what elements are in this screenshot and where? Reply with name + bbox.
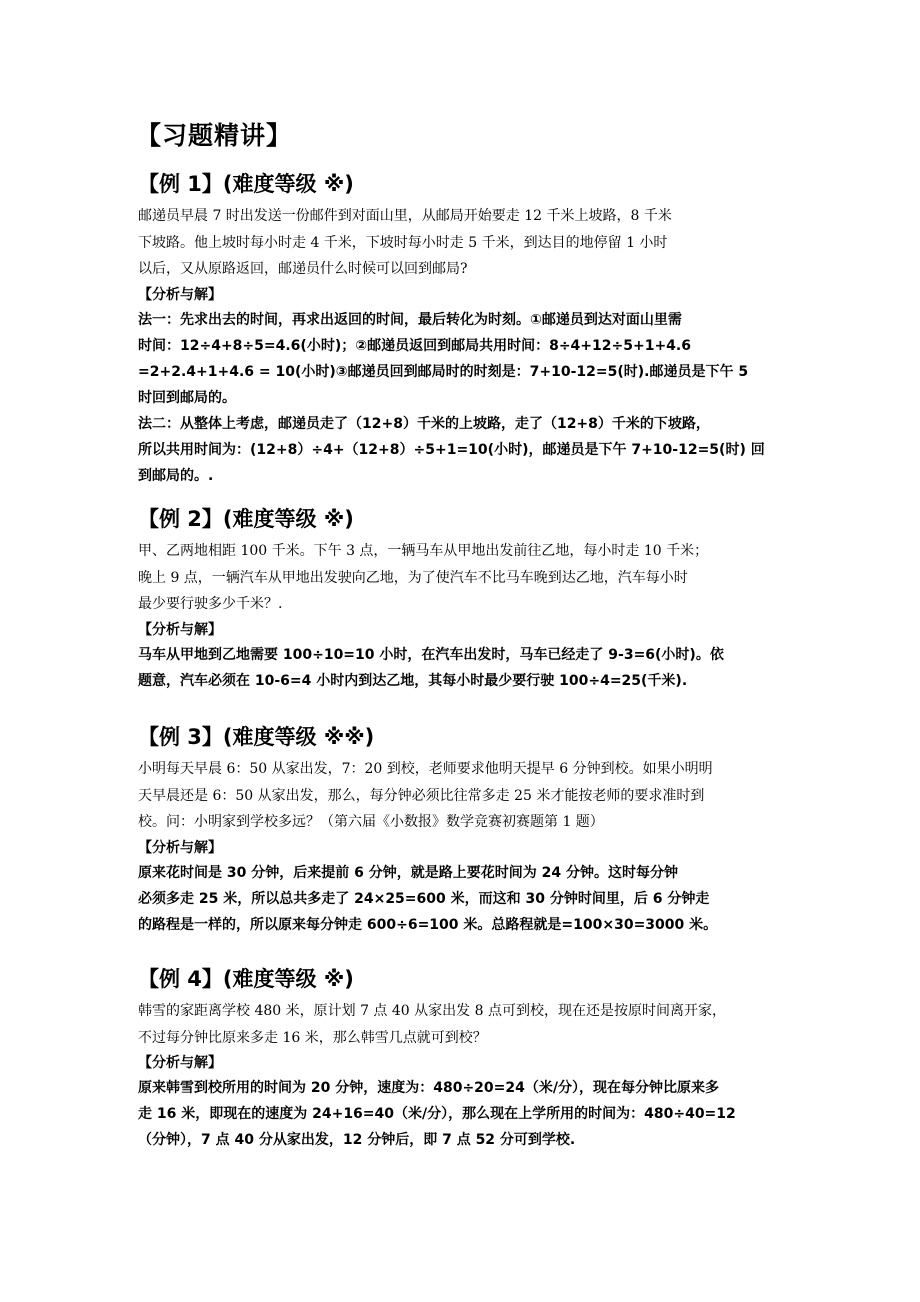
example-3	[138, 718, 788, 938]
example-solution	[138, 860, 788, 938]
example-4	[138, 960, 788, 1153]
example-1	[138, 165, 788, 489]
solution-line: 原来花时间是 30 分钟，后来提前 6 分钟，就是路上要花时间为 24 分钟。这时每分钟	[138, 864, 678, 881]
example-solution	[138, 642, 788, 694]
example-heading: 【例 3】(难度等级 ※※)	[138, 725, 375, 749]
problem-line: 最少要行驶多少千米？.	[138, 596, 283, 612]
analysis-label: 【分析与解】	[138, 286, 222, 303]
solution-line: 所以共用时间为：(12+8）÷4+（12+8）÷5+1=10(小时)，邮递员是下午 7+10-12=5(时) 回	[138, 441, 765, 458]
section-title: 【习题精讲】	[136, 121, 293, 150]
example-problem	[138, 538, 788, 618]
problem-line: 以后，又从原路返回，邮递员什么时候可以回到邮局?	[138, 261, 468, 277]
example-problem	[138, 203, 788, 283]
example-heading: 【例 4】(难度等级 ※)	[138, 967, 354, 991]
solution-line: 马车从甲地到乙地需要 100÷10=10 小时，在汽车出发时，马车已经走了 9-3=6(小时)。依	[138, 646, 724, 663]
example-solution	[138, 307, 788, 489]
example-problem	[138, 998, 788, 1051]
solution-line: 时回到邮局的。	[138, 389, 236, 406]
solution-line: 原来韩雪到校所用的时间为 20 分钟，速度为：480÷20=24（米/分），现在每分钟比原来多	[138, 1080, 719, 1096]
problem-line: 晚上 9 点，一辆汽车从甲地出发驶向乙地，为了使汽车不比马车晚到达乙地，汽车每小时	[138, 569, 688, 586]
analysis-label: 【分析与解】	[138, 839, 222, 856]
example-heading: 【例 2】(难度等级 ※)	[138, 507, 354, 531]
solution-line: 到邮局的。.	[138, 467, 214, 484]
solution-line: 法一：先求出去的时间，再求出返回的时间，最后转化为时刻。①邮递员到达对面山里需	[138, 311, 682, 328]
analysis-label: 【分析与解】	[138, 1055, 222, 1071]
problem-line: 邮递员早晨 7 时出发送一份邮件到对面山里，从邮局开始要走 12 千米上坡路，8 千米	[138, 208, 672, 224]
solution-line: 法二：从整体上考虑，邮递员走了（12+8）千米的上坡路，走了（12+8）千米的下坡路，	[138, 415, 710, 432]
problem-line: 下坡路。他上坡时每小时走 4 千米，下坡时每小时走 5 千米，到达目的地停留 1 小时	[138, 234, 668, 251]
analysis-label: 【分析与解】	[138, 621, 222, 638]
problem-line: 小明每天早晨 6：50 从家出发，7：20 到校，老师要求他明天提早 6 分钟到校。如果小明明	[138, 761, 713, 777]
solution-line: 时间：12÷4+8÷5=4.6(小时)；②邮递员返回到邮局共用时间：8÷4+12÷5+1+4.6	[138, 337, 691, 354]
example-heading: 【例 1】(难度等级 ※)	[138, 172, 354, 196]
solution-line: 走 16 米，即现在的速度为 24+16=40（米/分），那么现在上学所用的时间为：480÷40=12	[138, 1106, 736, 1122]
problem-line: 甲、乙两地相距 100 千米。下午 3 点，一辆马车从甲地出发前往乙地，每小时走 10 千米；	[138, 543, 709, 559]
solution-line: 必须多走 25 米，所以总共多走了 24×25=600 米，而这和 30 分钟时间里，后 6 分钟走	[138, 890, 710, 907]
solution-line: 的路程是一样的，所以原来每分钟走 600÷6=100 米。总路程就是=100×30=3000 米。	[138, 916, 718, 933]
problem-line: 天早晨还是 6：50 从家出发，那么，每分钟必须比往常多走 25 米才能按老师的要求准时到	[138, 787, 705, 804]
problem-line: 校。问：小明家到学校多远？（第六届《小数报》数学竞赛初赛题第 1 题）	[138, 814, 604, 830]
solution-line: （分钟），7 点 40 分从家出发，12 分钟后，即 7 点 52 分可到学校.	[138, 1132, 576, 1148]
problem-line: 不过每分钟比原来多走 16 米，那么韩雪几点就可到校？	[138, 1029, 487, 1046]
example-problem	[138, 756, 788, 836]
solution-line: 题意，汽车必须在 10-6=4 小时内到达乙地，其每小时最少要行驶 100÷4=25(千米).	[138, 672, 688, 689]
example-solution	[138, 1075, 788, 1153]
example-2	[138, 500, 788, 694]
problem-line: 韩雪的家距离学校 480 米，原计划 7 点 40 从家出发 8 点可到校，现在还是按原时间离开家，	[138, 1003, 726, 1019]
solution-line: =2+2.4+1+4.6 = 10(小时)③邮递员回到邮局时的时刻是：7+10-12=5(时).邮递员是下午 5	[138, 363, 749, 380]
